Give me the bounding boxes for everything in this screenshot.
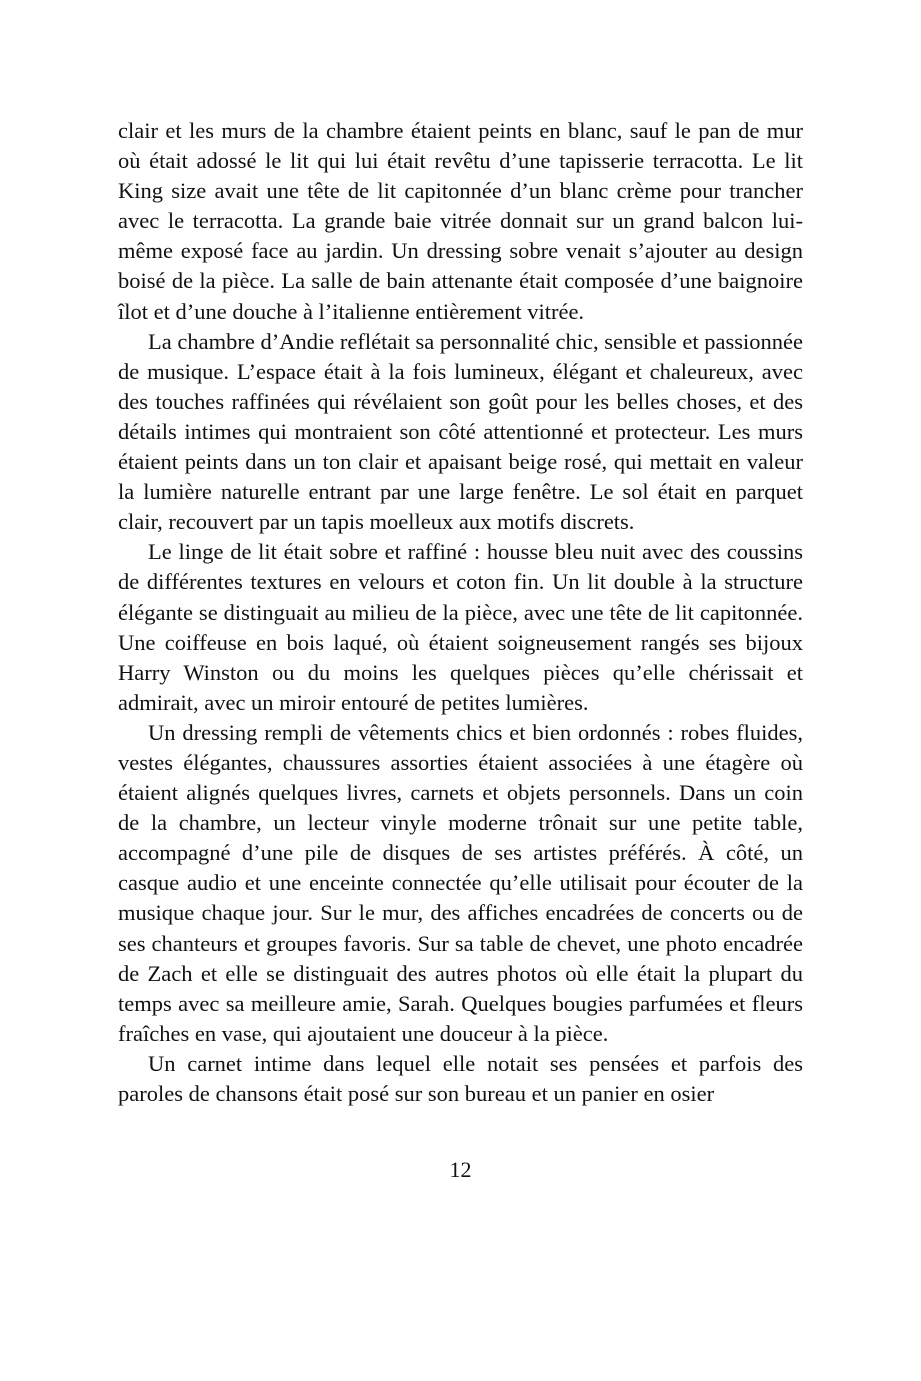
paragraph: La chambre d’Andie reflétait sa personnalité chic, sensible et passionnée de musique. L’espace était à la fois lumineux, élégant et chaleureux, avec des touches raffinées qui révélaient son goût pour les belles choses, et des détails intimes qui montraient son côté attentionné et protecteur. Les murs étaient peints dans un ton clair et apaisant beige rosé, qui mettait en valeur la lumière naturelle entrant par une large fenêtre. Le sol était en parquet clair, recouvert par un tapis moelleux aux motifs discrets.: [118, 328, 803, 535]
paragraph: clair et les murs de la chambre étaient peints en blanc, sauf le pan de mur où était adossé le lit qui lui était revêtu d’une tapisserie terracotta. Le lit King size avait une tête de lit capitonnée d’un blanc crème pour trancher avec le terracotta. La grande baie vitrée donnait sur un grand balcon lui-même exposé face au jardin. Un dressing sobre venait s’ajouter au design boisé de la pièce. La salle de bain attenante était composée d’une baignoire îlot et d’une douche à l’italienne entièrement vitrée.: [118, 118, 803, 324]
paragraph: Le linge de lit était sobre et raffiné : housse bleu nuit avec des coussins de différentes textures en velours et coton fin. Un lit double à la structure élégante se distinguait au milieu de la pièce, avec une tête de lit capitonnée. Une coiffeuse en bois laqué, où étaient soigneusement rangés ses bijoux Harry Winston ou du moins les quelques pièces qu’elle chérissait et admirait, avec un miroir entouré de petites lumières.: [118, 539, 803, 715]
body-text: [118, 116, 803, 1109]
paragraph: Un dressing rempli de vêtements chics et bien ordonnés : robes fluides, vestes élégantes, chaussures assorties étaient associées à une étagère où étaient alignés quelques livres, carnets et objets personnels. Dans un coin de la chambre, un lecteur vinyle moderne trônait sur une petite table, accompagné d’une pile de disques de ses artistes préférés. À côté, un casque audio et une enceinte connectée qu’elle utilisait pour écouter de la musique chaque jour. Sur le mur, des affiches encadrées de concerts ou de ses chanteurs et groupes favoris. Sur sa table de chevet, une photo encadrée de Zach et elle se distinguait des autres photos où elle était la plupart du temps avec sa meilleure amie, Sarah. Quelques bougies parfumées et fleurs fraîches en vase, qui ajoutaient une douceur à la pièce.: [118, 719, 803, 1046]
paragraph: Un carnet intime dans lequel elle notait ses pensées et parfois des paroles de chansons était posé sur son bureau et un panier en osier: [118, 1050, 803, 1106]
page-number: 12: [449, 1157, 472, 1182]
